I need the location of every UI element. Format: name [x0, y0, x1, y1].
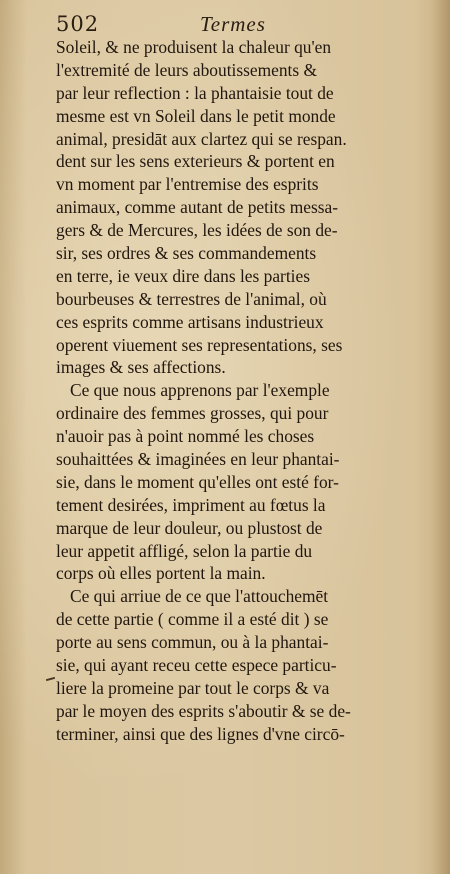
text-line: sie, dans le moment qu'elles ont esté for- [56, 471, 339, 492]
text-line: tement desirées, impriment au fœtus la [56, 494, 326, 515]
text-line: en terre, ie veux dire dans les parties [56, 265, 310, 286]
text-line: de cette partie ( comme il a esté dit ) se [56, 609, 329, 630]
paragraph-start-line: Ce qui arriue de ce que l'attouchemēt [70, 586, 329, 607]
text-line: dent sur les sens exterieurs & portent en [56, 151, 335, 172]
text-line: souhaittées & imaginées en leur phantai- [56, 449, 340, 470]
text-line: leur appetit affligé, selon la partie du [56, 540, 313, 561]
text-line: n'auoir pas à point nommé les choses [56, 426, 315, 447]
text-line: gers & de Mercures, les idées de son de- [56, 220, 338, 241]
text-line: porte au sens commun, ou à la phantai- [56, 632, 329, 653]
paragraph-start-line: Ce que nous apprenons par l'exemple [70, 380, 330, 401]
page-number: 502 [56, 12, 100, 36]
text-line: par le moyen des esprits s'aboutir & se de- [56, 700, 351, 721]
body-text [56, 36, 432, 746]
text-line: marque de leur douleur, ou plustost de [56, 517, 323, 538]
page-edge-shadow [432, 0, 450, 874]
text-line: ces esprits comme artisans industrieux [56, 311, 324, 332]
text-line: corps où elles portent la main. [56, 563, 266, 584]
text-line: operent viuement ses representations, ses [56, 334, 343, 355]
text-line: sir, ses ordres & ses commandements [56, 243, 317, 264]
text-line: mesme est vn Soleil dans le petit monde [56, 105, 336, 126]
text-line: Soleil, & ne produisent la chaleur qu'en [56, 37, 332, 57]
text-line: animaux, comme autant de petits messa- [56, 197, 339, 218]
text-line: l'extremité de leurs aboutissements & [56, 59, 318, 80]
text-line: terminer, ainsi que des lignes d'vne circō- [56, 723, 345, 744]
text-line: vn moment par l'entremise des esprits [56, 174, 319, 195]
margin-mark [46, 677, 55, 681]
text-line: liere la promeine par tout le corps & va [56, 677, 330, 698]
text-line: images & ses affections. [56, 357, 226, 378]
text-line: sie, qui ayant receu cette espece particu- [56, 655, 337, 676]
text-line: ordinaire des femmes grosses, qui pour [56, 403, 329, 424]
running-head: Termes [200, 12, 266, 36]
text-line: bourbeuses & terrestres de l'animal, où [56, 288, 327, 309]
text-line: par leur reflection : la phantaisie tout de [56, 82, 334, 103]
text-line: animal, presidāt aux clartez qui se respan. [56, 128, 347, 149]
